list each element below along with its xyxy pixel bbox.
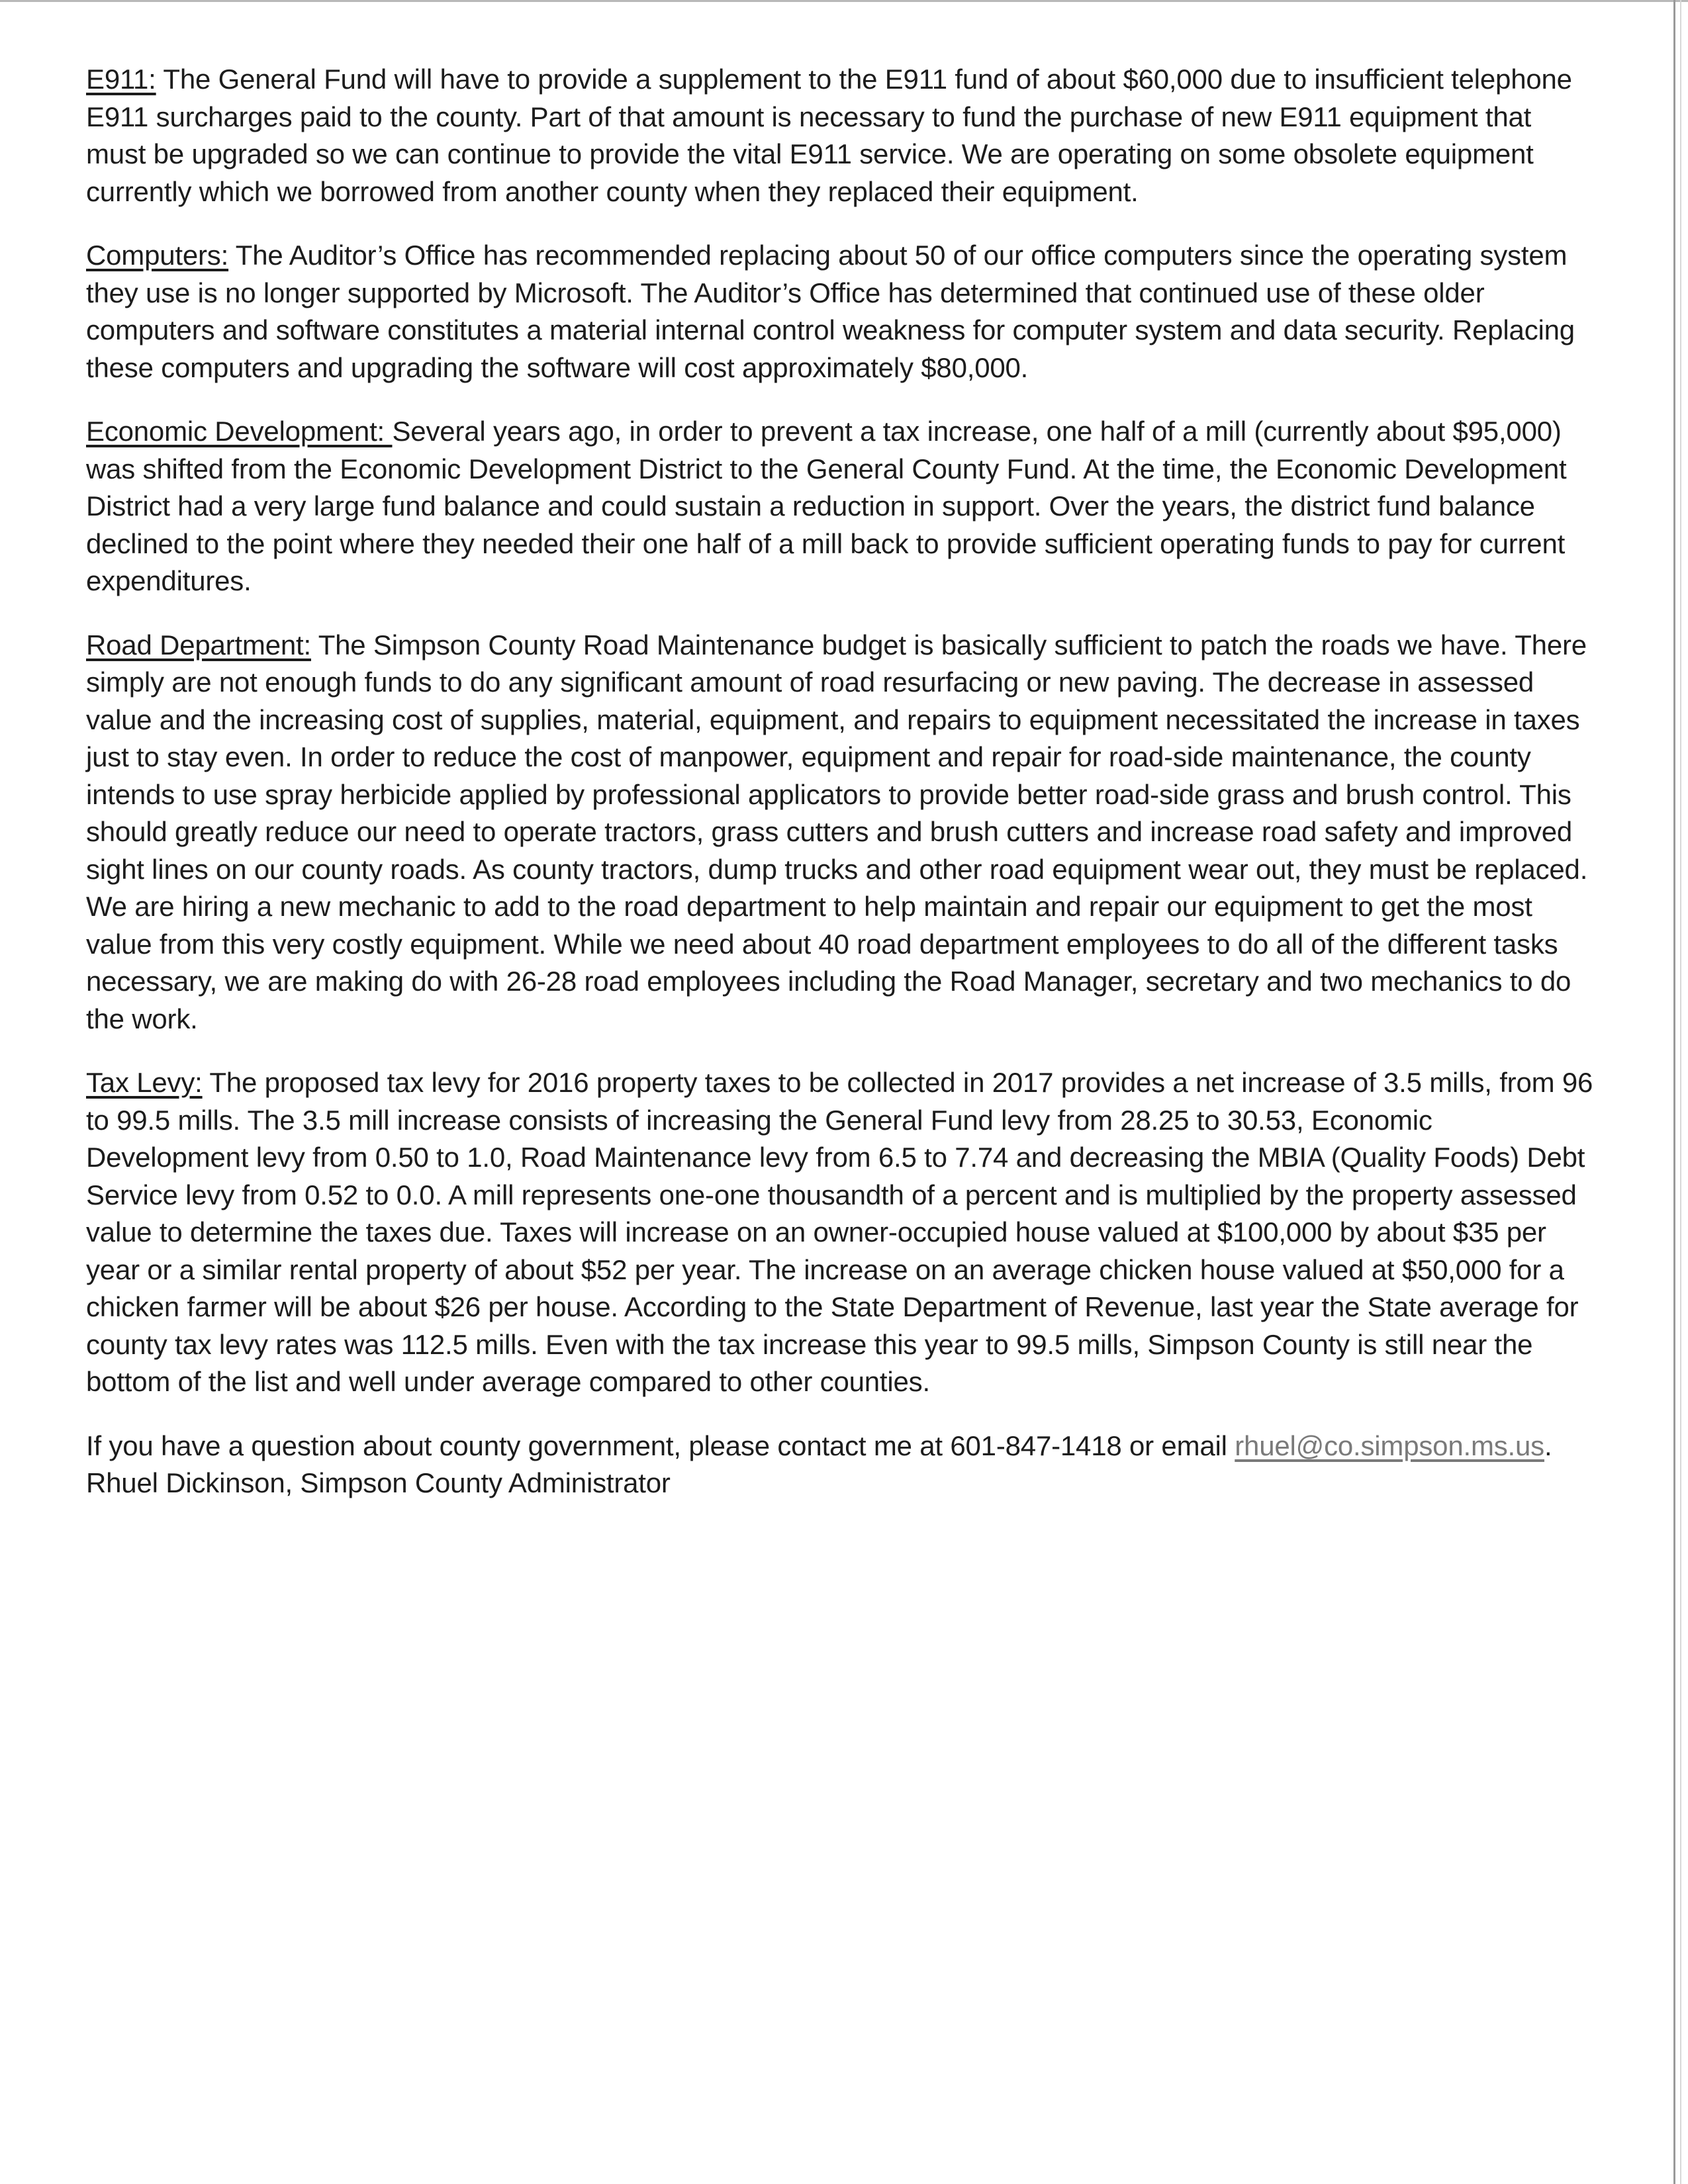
contact-end: .	[1544, 1430, 1552, 1461]
section-text-road-department: The Simpson County Road Maintenance budget is basically sufficient to patch the roads we have. There simply are not enough funds to do any significant amount of road resurfacing or new paving. The decrease in assessed value and the increasing cost of supplies, material, equipment, and repairs to equipment necessitated the increase in taxes just to stay even. In order to reduce the cost of manpower, equipment and repair for road-side maintenance, the county intends to use spray herbicide applied by professional applicators to provide better road-side grass and brush control. This should greatly reduce our need to operate tractors, grass cutters and brush cutters and increase road safety and improved sight lines on our county roads. As county tractors, dump trucks and other road equipment wear out, they must be replaced. We are hiring a new mechanic to add to the road department to help maintain and repair our equipment to get the most value from this very costly equipment. While we need about 40 road department employees to do all of the different tasks necessary, we are making do with 26-28 road employees including the Road Manager, secretary and two mechanics to do the work.	[86, 629, 1588, 1034]
section-label-tax-levy: Tax Levy:	[86, 1067, 203, 1098]
section-label-road-department: Road Department:	[86, 629, 311, 660]
section-label-economic-development: Economic Development:	[86, 416, 393, 447]
scan-edge-right	[1673, 0, 1675, 2184]
section-label-computers: Computers:	[86, 240, 229, 271]
scan-edge-top	[0, 0, 1688, 2]
contact-text: If you have a question about county government, please contact me at 601-847-1418 or email	[86, 1430, 1235, 1461]
paragraph-computers	[86, 237, 1595, 387]
contact-email-link[interactable]: rhuel@co.simpson.ms.us	[1235, 1430, 1544, 1461]
paragraph-e911	[86, 61, 1595, 210]
paragraph-economic-development	[86, 413, 1595, 600]
section-label-e911: E911:	[86, 64, 156, 95]
section-text-e911: The General Fund will have to provide a supplement to the E911 fund of about $60,000 due to insufficient telephone E911 surcharges paid to the county. Part of that amount is necessary to fund the purchase of new E911 equipment that must be upgraded so we can continue to provide the vital E911 service. We are operating on some obsolete equipment currently which we borrowed from another county when they replaced their equipment.	[86, 64, 1572, 207]
section-text-economic-development: Several years ago, in order to prevent a tax increase, one half of a mill (currently about $95,000) was shifted from the Economic Development District to the General County Fund. At the time, the Economic Development District had a very large fund balance and could sustain a reduction in support. Over the years, the district fund balance declined to the point where they needed their one half of a mill back to provide sufficient operating funds to pay for current expenditures.	[86, 416, 1567, 596]
contact-paragraph	[86, 1428, 1595, 1502]
document-page	[86, 61, 1595, 1502]
section-text-computers: The Auditor’s Office has recommended replacing about 50 of our office computers since the operating system they use is no longer supported by Microsoft. The Auditor’s Office has determined that continued use of these older computers and software constitutes a material internal control weakness for computer system and data security. Replacing these computers and upgrading the software will cost approximately $80,000.	[86, 240, 1575, 383]
paragraph-tax-levy	[86, 1064, 1595, 1401]
scan-edge-right-inner	[1680, 0, 1681, 2184]
section-text-tax-levy: The proposed tax levy for 2016 property taxes to be collected in 2017 provides a net increase of 3.5 mills, from 96 to 99.5 mills. The 3.5 mill increase consists of increasing the General Fund levy from 28.25 to 30.53, Economic Development levy from 0.50 to 1.0, Road Maintenance levy from 6.5 to 7.74 and decreasing the MBIA (Quality Foods) Debt Service levy from 0.52 to 0.0. A mill represents one-one thousandth of a percent and is multiplied by the property assessed value to determine the taxes due. Taxes will increase on an owner-occupied house valued at $100,000 by about $35 per year or a similar rental property of about $52 per year. The increase on an average chicken house valued at $50,000 for a chicken farmer will be about $26 per house. According to the State Department of Revenue, last year the State average for county tax levy rates was 112.5 mills. Even with the tax increase this year to 99.5 mills, Simpson County is still near the bottom of the list and well under average compared to other counties.	[86, 1067, 1593, 1397]
signature: Rhuel Dickinson, Simpson County Administrator	[86, 1467, 671, 1498]
paragraph-road-department	[86, 627, 1595, 1038]
